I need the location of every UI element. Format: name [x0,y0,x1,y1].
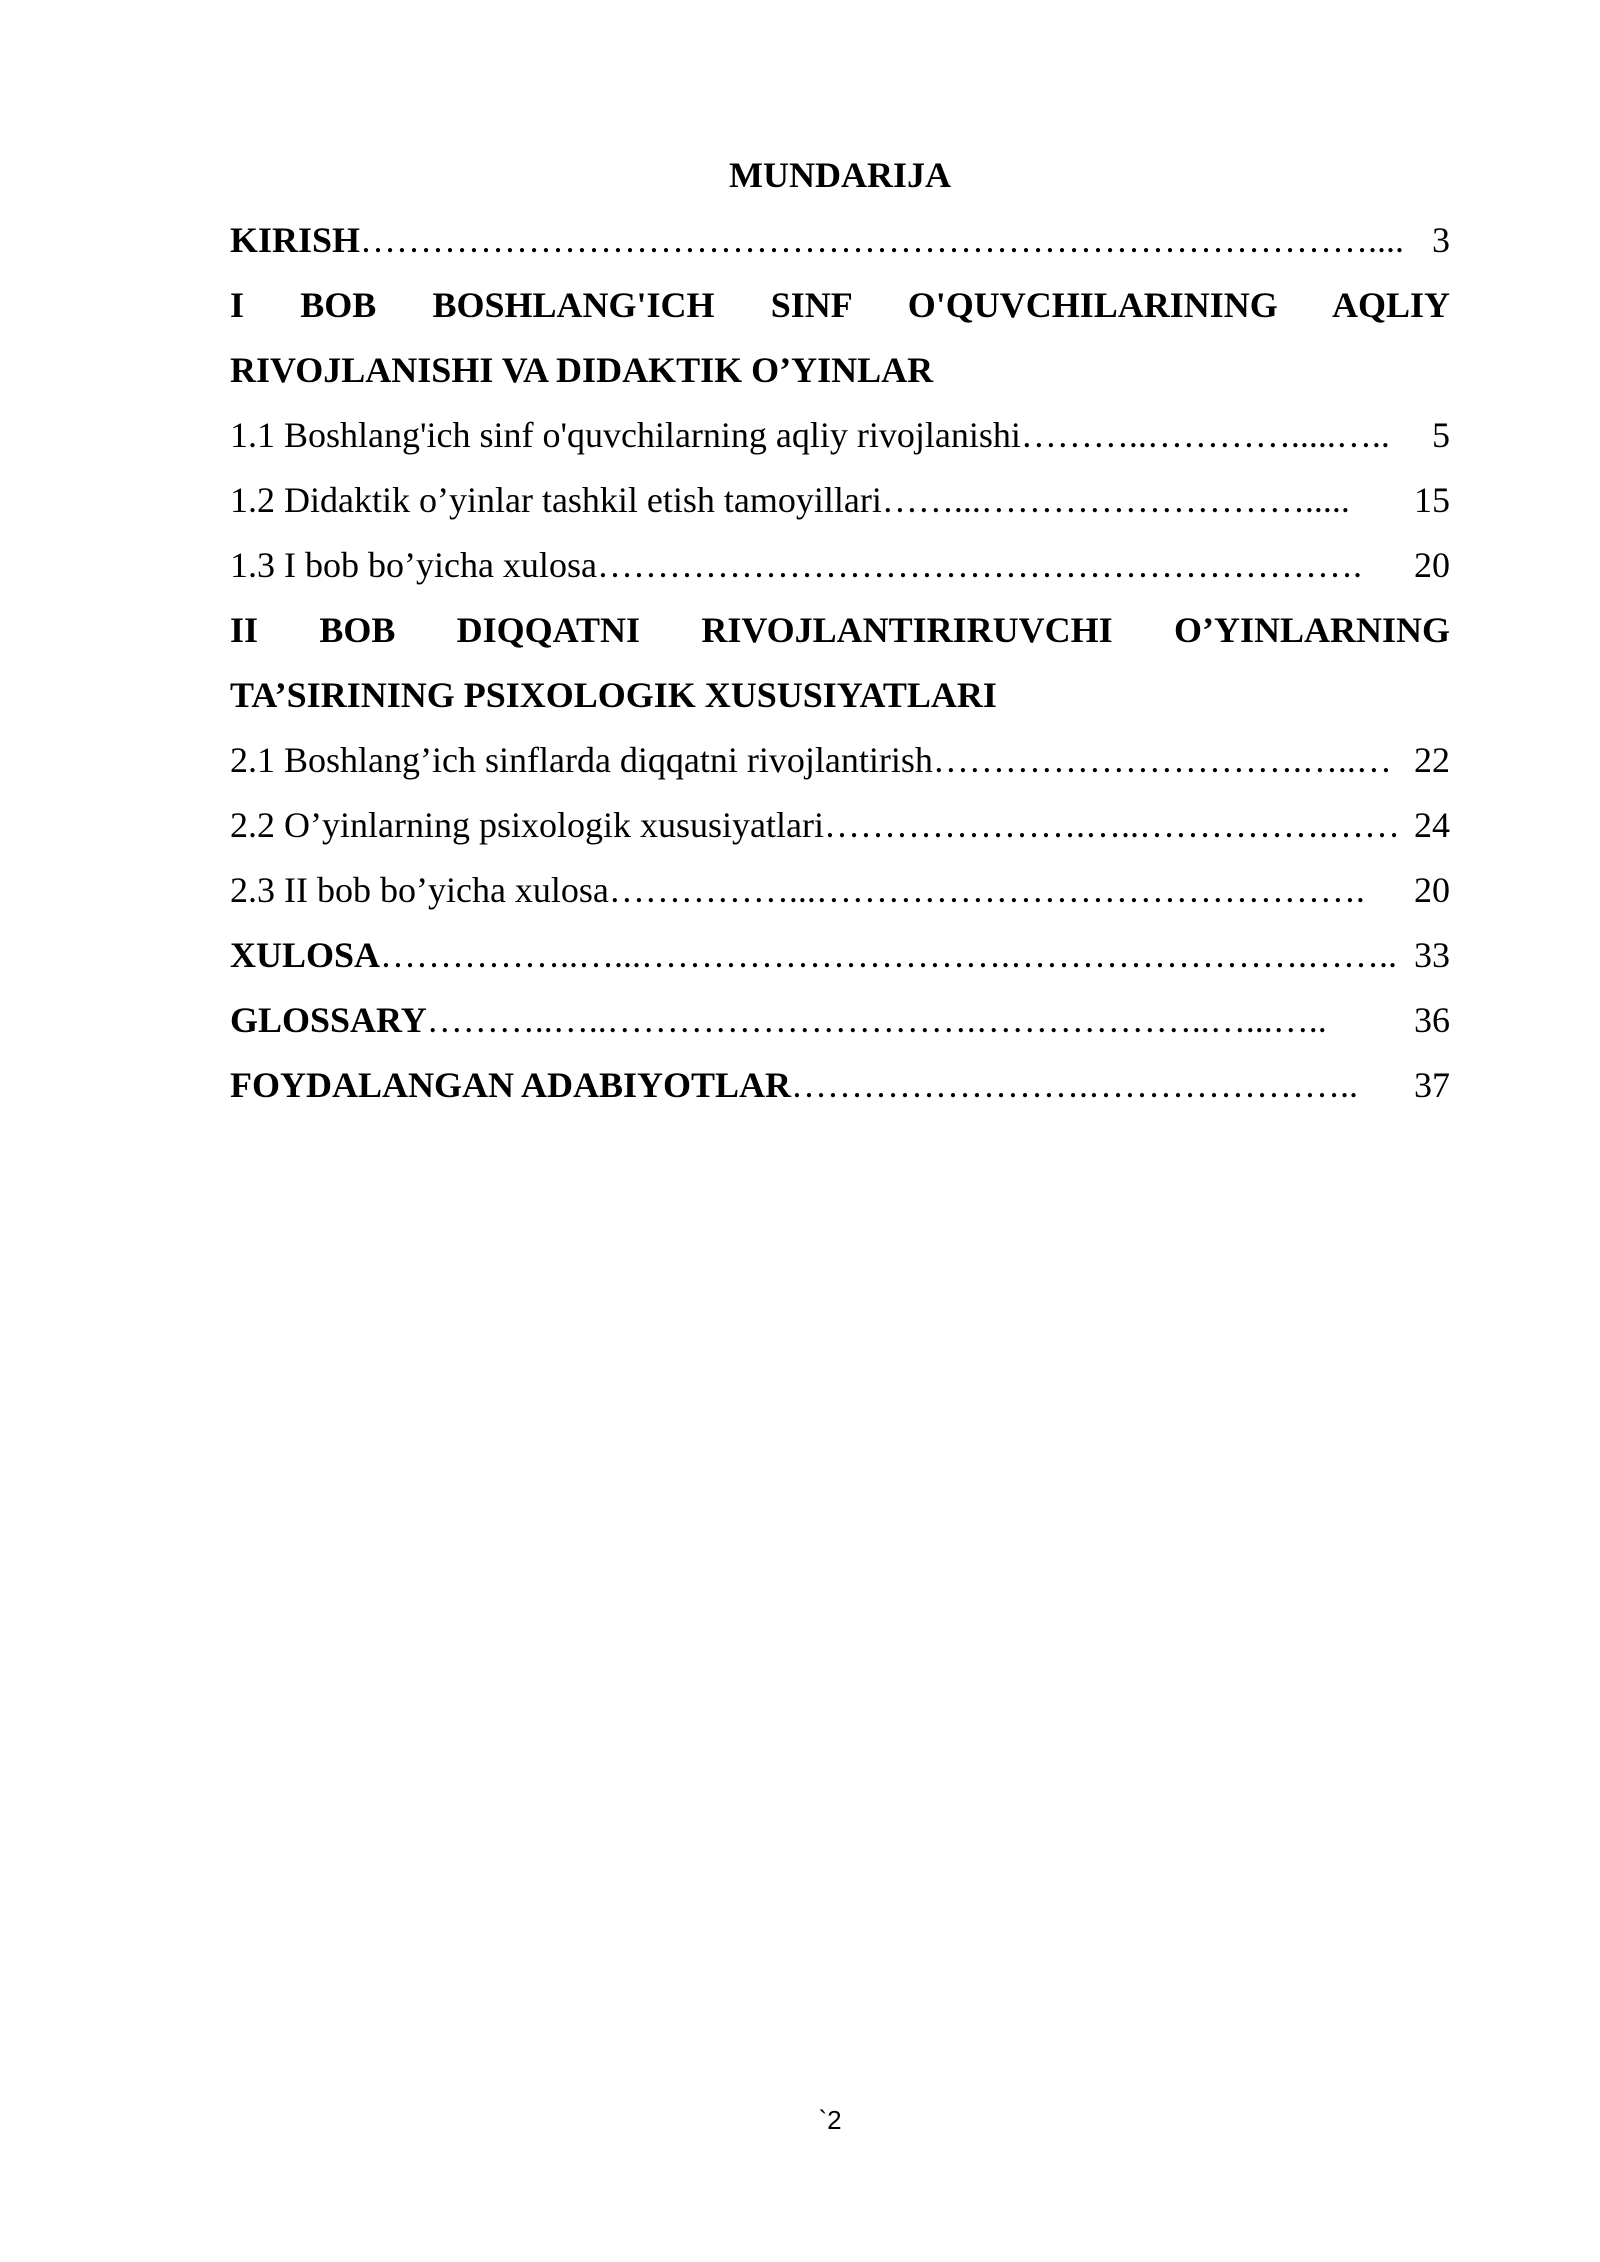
toc-leader-dots: ………..…..………………………….………………..…...….. [426,1000,1327,1040]
toc-leader-dots: ………..………….....….. [1020,415,1390,455]
toc-entry-1-1 [230,410,1450,475]
toc-entry-2-2 [230,800,1450,865]
toc-entry-xulosa [230,930,1450,995]
toc-leader-dots: …………………….………………….. [791,1065,1359,1105]
page-title: MUNDARIJA [729,155,951,195]
toc-entry-1-2 [230,475,1450,540]
toc-entry-label: 2.3 II bob bo’yicha xulosa [230,870,609,910]
toc-page-number: 5 [1432,415,1450,455]
toc-page-number: 20 [1414,545,1450,585]
toc-entry-label: 1.1 Boshlang'ich sinf o'quvchilarning aqliy rivojlanishi [230,415,1021,455]
toc-page-number: 37 [1414,1065,1450,1105]
toc-entry-label: 1.2 Didaktik o’yinlar tashkil etish tamoyillari [230,480,882,520]
toc-page-number: 15 [1414,480,1450,520]
toc-chapter-2-line-1: II BOB DIQQATNI RIVOJLANTIRIRUVCHI O’YINLARNING [230,610,1450,650]
table-of-contents [230,215,1450,1125]
toc-entry-1-3 [230,540,1450,605]
toc-entry-label: KIRISH [230,220,361,260]
toc-page-number: 20 [1414,870,1450,910]
toc-entry-label: 2.2 O’yinlarning psixologik xususiyatlari [230,805,824,845]
toc-page-number: 22 [1414,740,1450,780]
toc-entry-label: 2.1 Boshlang’ich sinflarda diqqatni rivojlantirish [230,740,933,780]
toc-entry-2-1 [230,735,1450,800]
toc-leader-dots: ……...………………………..... [881,480,1350,520]
toc-entry-label: FOYDALANGAN ADABIYOTLAR [230,1065,792,1105]
toc-chapter-1-line-2: RIVOJLANISHI VA DIDAKTIK O’YINLAR [230,350,934,390]
toc-entry-label: 1.3 I bob bo’yicha xulosa [230,545,597,585]
toc-page-number: 3 [1432,220,1450,260]
toc-leader-dots: ……………...………………………………………. [608,870,1365,910]
toc-page-number: 33 [1414,935,1450,975]
toc-leader-dots: ………………….…..…………….…… [823,805,1400,845]
page-number: `2 [818,2105,842,2135]
toc-entry-kirish [230,215,1450,280]
toc-page-number: 36 [1414,1000,1450,1040]
toc-entry-label: XULOSA [230,935,381,975]
toc-entry-2-3 [230,865,1450,930]
toc-leader-dots: ……………..…...………………………….…………………….…….. [380,935,1398,975]
toc-chapter-2-line-2: TA’SIRINING PSIXOLOGIK XUSUSIYATLARI [230,675,997,715]
toc-leader-dots: ………………………….…..… [932,740,1392,780]
toc-entry-glossary [230,995,1450,1060]
toc-leader-dots: ………………………………………………………. [596,545,1362,585]
toc-chapter-1-line-1: I BOB BOSHLANG'ICH SINF O'QUVCHILARINING AQLIY [230,285,1450,325]
toc-entry-label: GLOSSARY [230,1000,427,1040]
toc-leader-dots: ………………………………………………………………………….... [360,220,1405,260]
toc-page-number: 24 [1414,805,1450,845]
toc-entry-adabiyotlar [230,1060,1450,1125]
